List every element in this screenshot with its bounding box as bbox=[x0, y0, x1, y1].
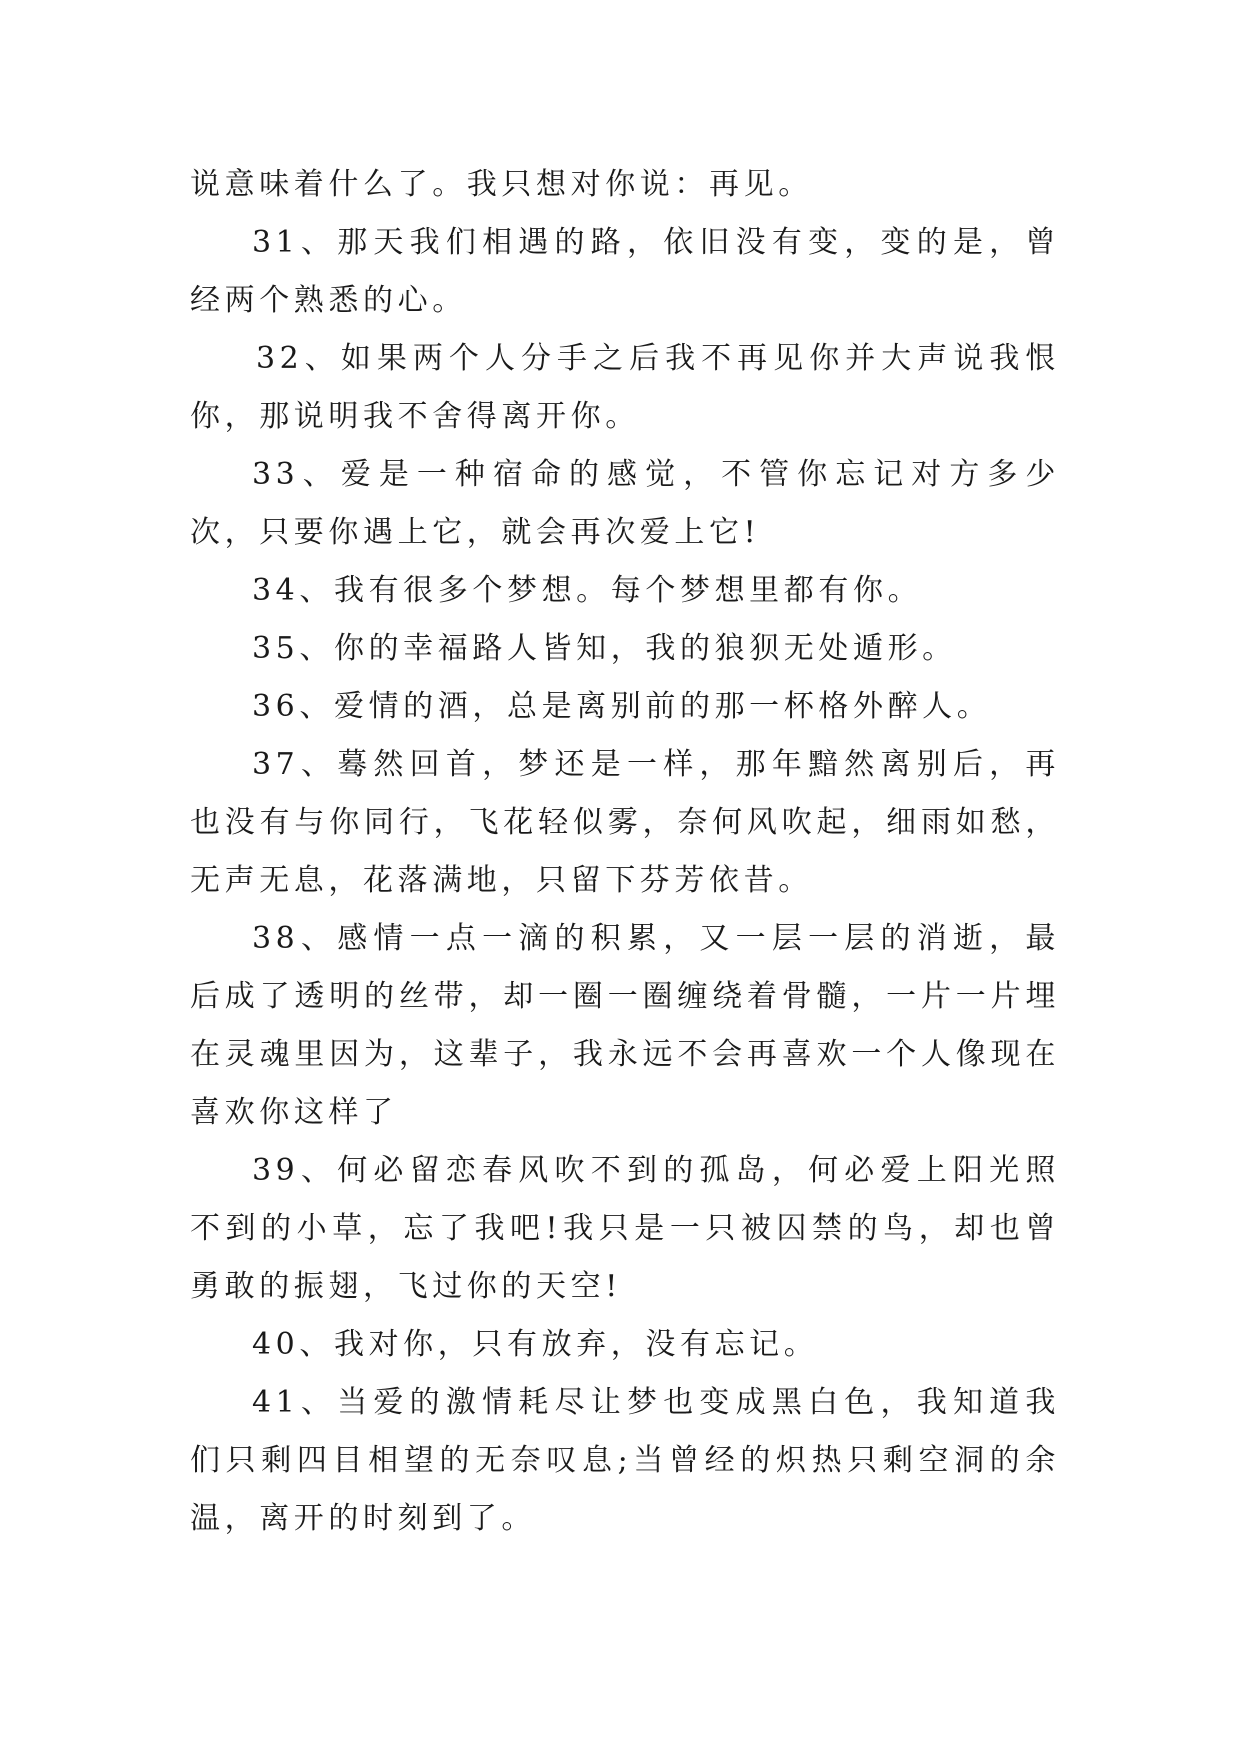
paragraph-33: 33、爱是一种宿命的感觉，不管你忘记对方多少次，只要你遇上它，就会再次爱上它! bbox=[190, 457, 1060, 550]
paragraph-35: 35、你的幸福路人皆知，我的狼狈无处遁形。 bbox=[252, 631, 957, 666]
paragraph-40: 40、我对你，只有放弃，没有忘记。 bbox=[252, 1327, 819, 1362]
paragraph-39: 39、何必留恋春风吹不到的孤岛，何必爱上阳光照不到的小草，忘了我吧!我只是一只被囚禁的鸟，却也曾勇敢的振翅，飞过你的天空! bbox=[190, 1153, 1060, 1304]
paragraph-38: 38、感情一点一滴的积累，又一层一层的消逝，最后成了透明的丝带，却一圈一圈缠绕着骨髓，一片一片埋在灵魂里因为，这辈子，我永远不会再喜欢一个人像现在喜欢你这样了 bbox=[190, 921, 1060, 1130]
document-body bbox=[190, 156, 1060, 1548]
paragraph-36: 36、爱情的酒，总是离别前的那一杯格外醉人。 bbox=[252, 689, 992, 724]
paragraph-32: 32、如果两个人分手之后我不再见你并大声说我恨你，那说明我不舍得离开你。 bbox=[190, 341, 1060, 434]
paragraph-37: 37、蓦然回首，梦还是一样，那年黯然离别后，再也没有与你同行，飞花轻似雾，奈何风吹起，细雨如愁，无声无息，花落满地，只留下芬芳依昔。 bbox=[190, 747, 1060, 898]
paragraph-continued: 说意味着什么了。我只想对你说：再见。 bbox=[190, 167, 813, 202]
paragraph-41: 41、当爱的激情耗尽让梦也变成黑白色，我知道我们只剩四目相望的无奈叹息;当曾经的炽热只剩空洞的余温，离开的时刻到了。 bbox=[190, 1385, 1060, 1536]
paragraph-31: 31、那天我们相遇的路，依旧没有变，变的是，曾经两个熟悉的心。 bbox=[190, 225, 1060, 318]
paragraph-34: 34、我有很多个梦想。每个梦想里都有你。 bbox=[252, 573, 923, 608]
